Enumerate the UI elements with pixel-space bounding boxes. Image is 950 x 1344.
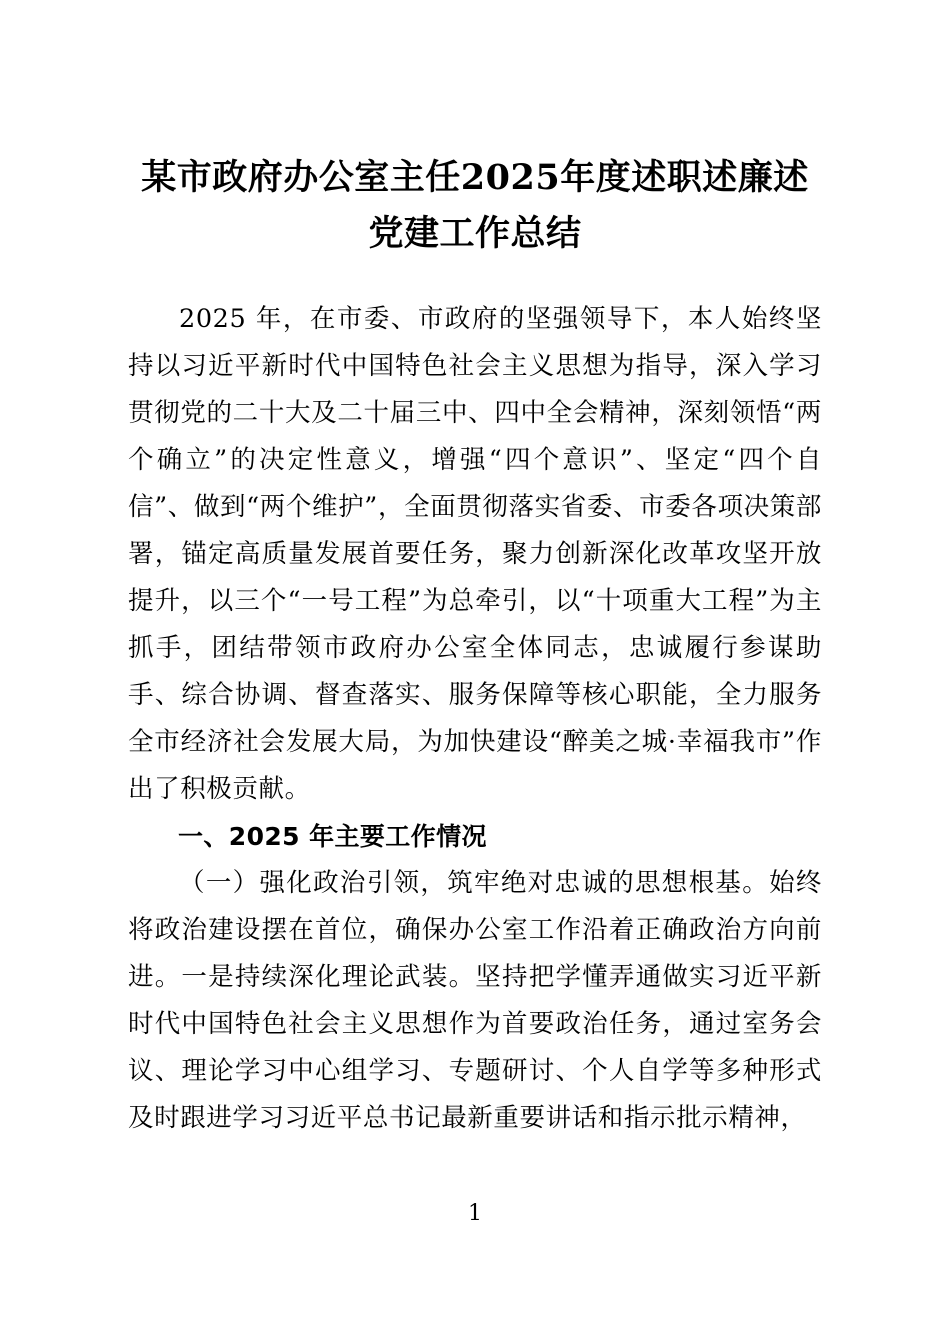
opening-paragraph: 2025 年，在市委、市政府的坚强领导下，本人始终坚持以习近平新时代中国特色社会主义思想为指导，深入学习贯彻党的二十大及二十届三中、四中全会精神，深刻领悟“两个确立”的决定性意义，增强“四个意识”、坚定“四个自信”、做到“两个维护”，全面贯彻落实省委、市委各项决策部署，锚定高质量发展首要任务，聚力创新深化改革攻坚开放提升，以三个“一号工程”为总牵引，以“十项重大工程”为主抓手，团结带领市政府办公室全体同志，忠诚履行参谋助手、综合协调、督查落实、服务保障等核心职能，全力服务全市经济社会发展大局，为加快建设“醉美之城·幸福我市”作出了积极贡献。 [128,304,822,804]
page-title: 某市政府办公室主任2025年度述职述廉述党建工作总结 [141,157,809,254]
page-number: 1 [468,1201,482,1226]
section-heading-one: 一、2025 年主要工作情况 [178,822,487,851]
body-paragraph-1: （一）强化政治引领，筑牢绝对忠诚的思想根基。始终将政治建设摆在首位，确保办公室工作沿着正确政治方向前进。一是持续深化理论武装。坚持把学懂弄通做实习近平新时代中国特色社会主义思想作为首要政治任务，通过室务会议、理论学习中心组学习、专题研讨、个人自学等多种形式及时跟进学习习近平总书记最新重要讲话和指示批示精神， [128,868,822,1133]
